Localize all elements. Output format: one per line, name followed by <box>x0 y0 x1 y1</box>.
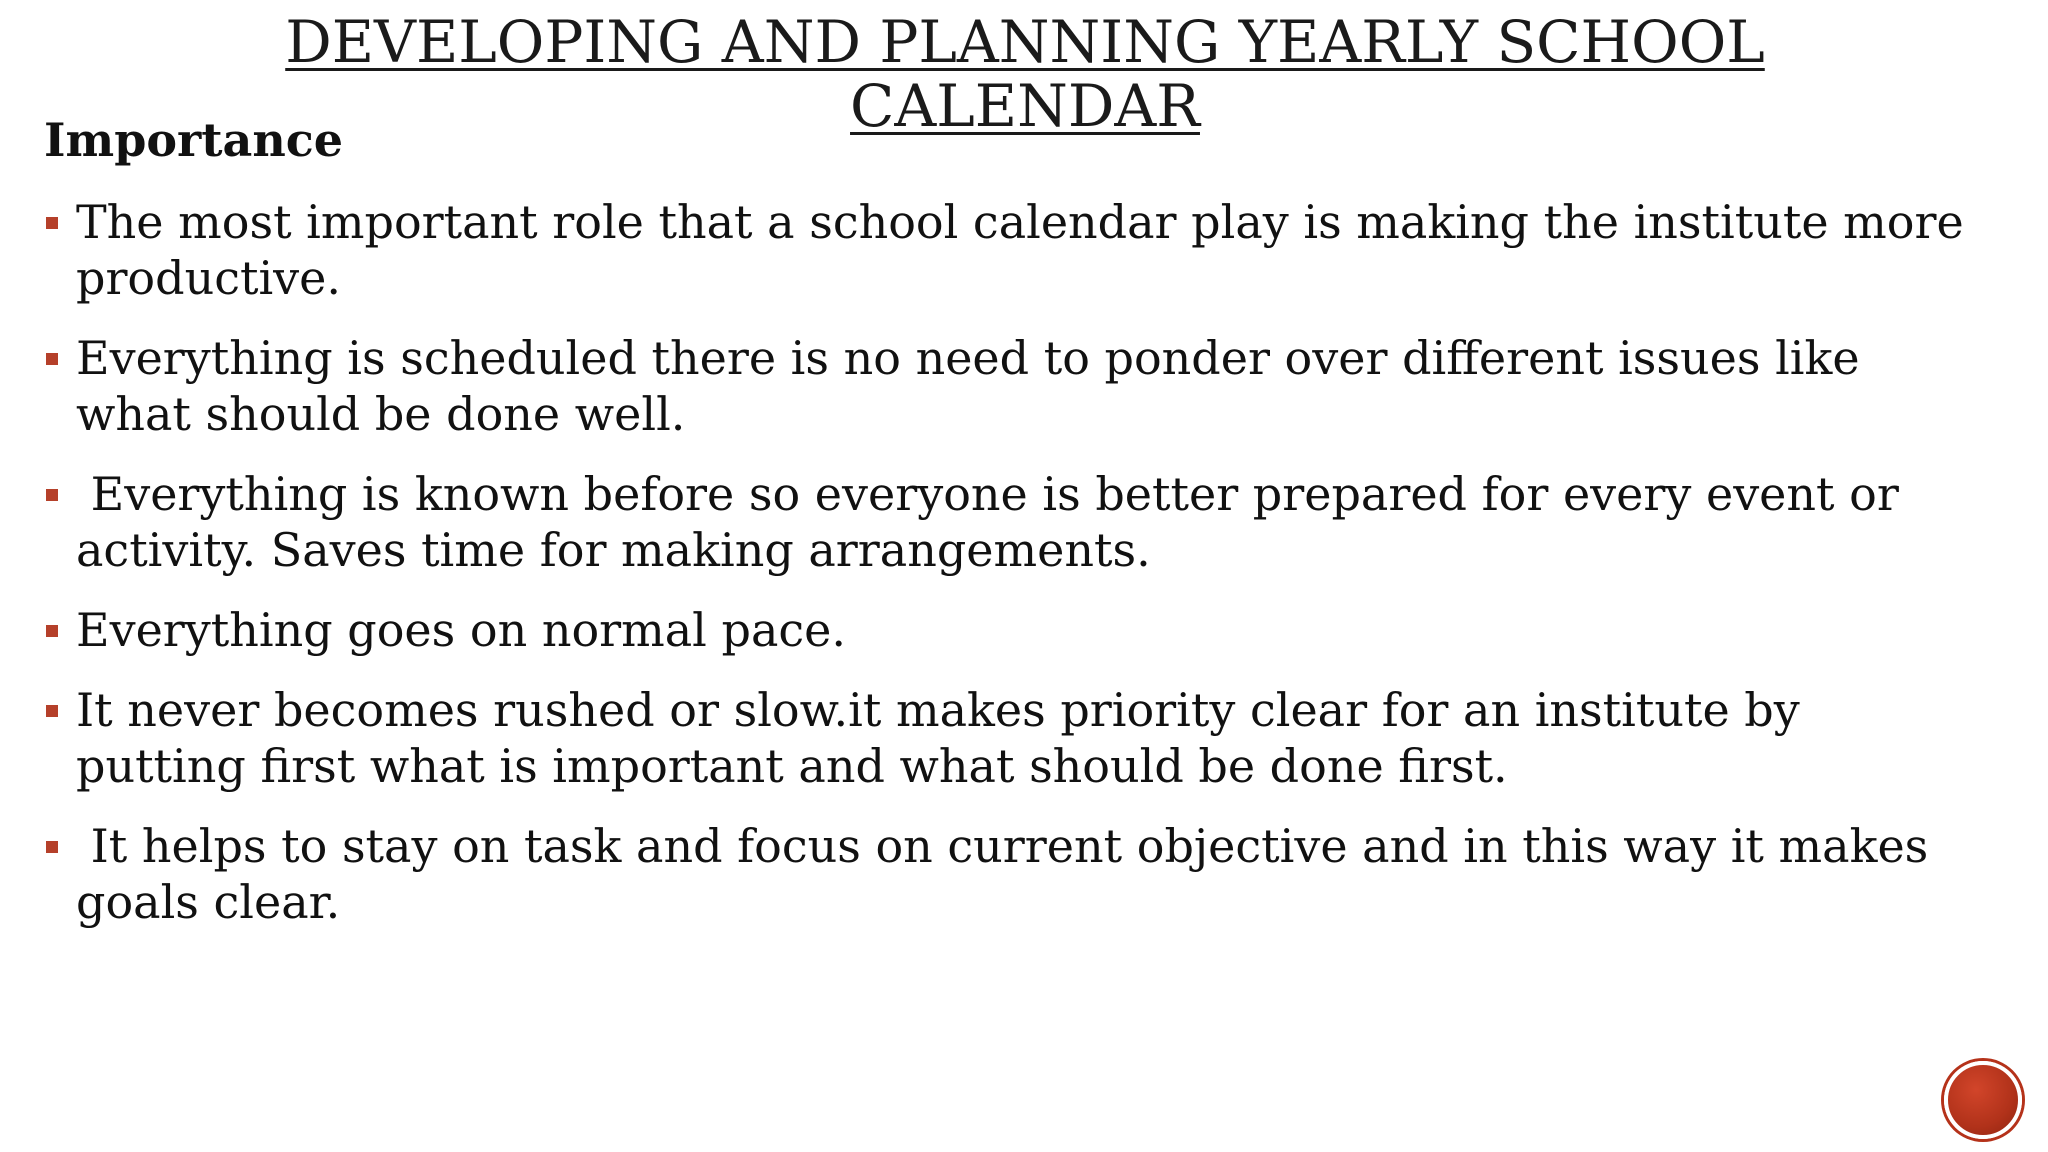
square-bullet-icon <box>46 353 58 365</box>
bullet-item <box>44 602 1964 658</box>
bullet-item <box>44 330 1964 442</box>
square-bullet-icon <box>46 841 58 853</box>
slide-nav-circle-button[interactable] <box>1944 1061 2022 1139</box>
bullet-item <box>44 194 1964 306</box>
square-bullet-icon <box>46 489 58 501</box>
bullet-item <box>44 466 1964 578</box>
square-bullet-icon <box>46 217 58 229</box>
square-bullet-icon <box>46 705 58 717</box>
bullet-text: It helps to stay on task and focus on current objective and in this way it makes goals clear. <box>76 819 1943 929</box>
bullet-item <box>44 682 1964 794</box>
bullet-text: Everything is known before so everyone is better prepared for every event or activity. Saves time for making arrangements. <box>76 467 1914 577</box>
bullet-item <box>44 818 1964 930</box>
bullet-text: Everything goes on normal pace. <box>76 603 846 657</box>
bullet-text: Everything is scheduled there is no need to ponder over different issues like what should be done well. <box>76 331 1860 441</box>
square-bullet-icon <box>46 625 58 637</box>
section-heading: Importance <box>44 113 344 167</box>
slide-title <box>250 10 1800 138</box>
slide-title-line-2: CALENDAR <box>850 72 1200 140</box>
bullet-text: The most important role that a school calendar play is making the institute more productive. <box>76 195 1964 305</box>
bullet-list <box>44 194 1964 954</box>
bullet-text: It never becomes rushed or slow.it makes priority clear for an institute by putting first what is important and what should be done first. <box>76 683 1800 793</box>
slide-title-line-1: DEVELOPING AND PLANNING YEARLY SCHOOL <box>285 8 1765 76</box>
